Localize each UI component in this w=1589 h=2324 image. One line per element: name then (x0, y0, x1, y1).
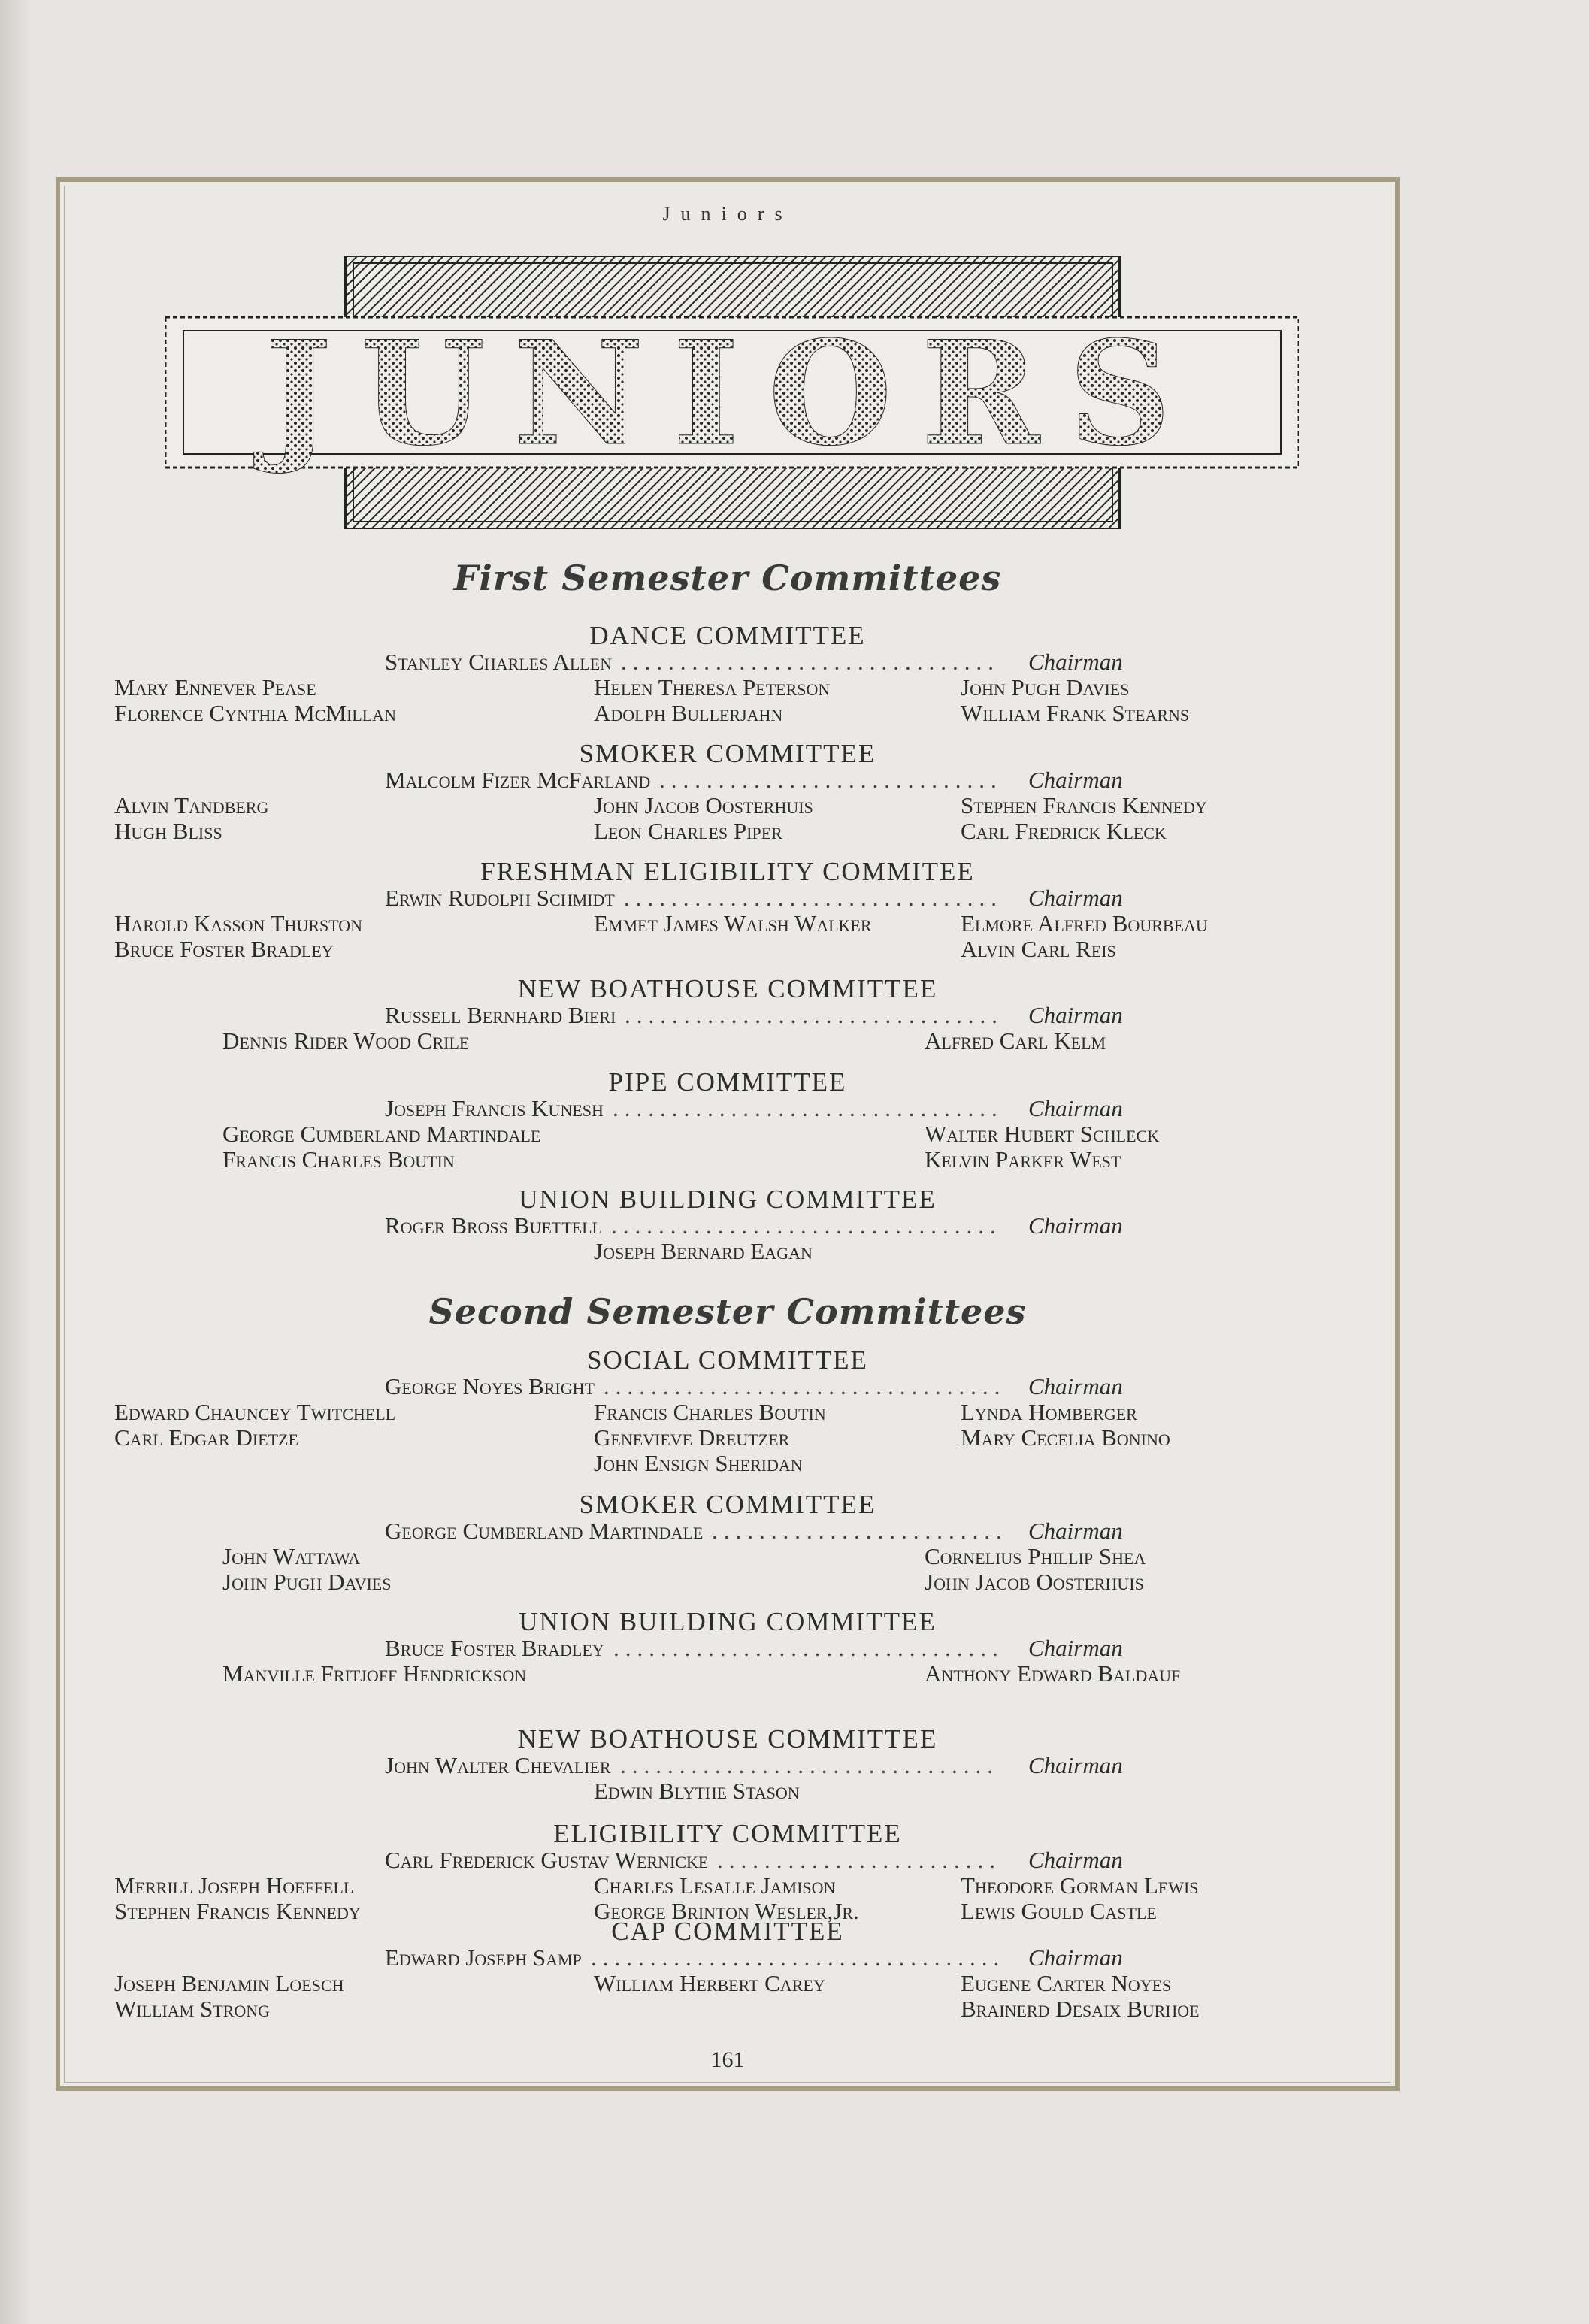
chairman-row (385, 1847, 1137, 1873)
member-name: Carl Fredrick Kleck (961, 818, 1167, 844)
committee-title: PIPE COMMITTEE (608, 1067, 847, 1097)
member-name: William Strong (114, 1996, 271, 2022)
chairman-row (385, 649, 1137, 675)
committee-title: ELIGIBILITY COMMITTEE (553, 1819, 902, 1848)
member-name: John Ensign Sheridan (594, 1450, 803, 1476)
member-name: William Frank Stearns (961, 700, 1190, 726)
leader-dots: ................................ (620, 1753, 999, 1778)
member-name: Stephen Francis Kennedy (114, 1898, 361, 1924)
chairman-label: Chairman (1028, 885, 1123, 911)
member-name: Hugh Bliss (114, 818, 222, 844)
chairman-name: George Noyes Bright (385, 1373, 595, 1400)
member-name: Merrill Joseph Hoeffell (114, 1872, 354, 1899)
leader-dots: ................................. (613, 1096, 1003, 1121)
chairman-label: Chairman (1028, 1002, 1123, 1028)
committee-title: NEW BOATHOUSE COMMITTEE (517, 1724, 938, 1754)
committee-block (60, 1490, 1395, 1595)
member-name: Alvin Carl Reis (961, 936, 1116, 962)
chairman-row (385, 1636, 1137, 1661)
leader-dots: ................................. (613, 1636, 1004, 1661)
member-name: John Pugh Davies (961, 674, 1130, 701)
chairman-label: Chairman (1028, 1944, 1123, 1971)
leader-dots: ............................. (659, 767, 1003, 793)
chairman-label: Chairman (1028, 1373, 1123, 1400)
member-name: Edwin Blythe Stason (594, 1778, 800, 1804)
committee-title: NEW BOATHOUSE COMMITTEE (517, 974, 938, 1003)
chairman-row (385, 1213, 1137, 1239)
committee-block (60, 739, 1395, 844)
leader-dots: ................................ (621, 649, 1000, 675)
committee-block (60, 1819, 1395, 1924)
chairman-name: Stanley Charles Allen (385, 649, 613, 675)
chairman-name: Bruce Foster Bradley (385, 1635, 604, 1661)
member-name: Walter Hubert Schleck (925, 1121, 1160, 1147)
leader-dots: ................................ (624, 885, 1003, 911)
member-name: George Brinton Wesler,Jr. (594, 1898, 859, 1924)
chairman-name: John Walter Chevalier (385, 1752, 611, 1778)
member-name: Helen Theresa Peterson (594, 674, 831, 701)
leader-dots: ................................ (625, 1003, 1003, 1028)
chairman-row (385, 1945, 1137, 1971)
member-name: Francis Charles Boutin (222, 1146, 455, 1173)
juniors-banner (165, 256, 1299, 529)
committee-block (60, 621, 1395, 726)
chairman-label: Chairman (1028, 1635, 1123, 1661)
chairman-label: Chairman (1028, 1095, 1123, 1121)
committee-block (60, 1917, 1395, 2022)
second-semester-heading: Second Semester Committees (428, 1291, 1027, 1332)
chairman-label: Chairman (1028, 767, 1123, 793)
chairman-name: Erwin Rudolph Schmidt (385, 885, 615, 911)
member-name: Mary Ennever Pease (114, 674, 316, 701)
committee-title: CAP COMMITTEE (611, 1917, 844, 1946)
member-name: Brainerd Desaix Burhoe (961, 1996, 1200, 2022)
committee-block (60, 1607, 1395, 1687)
chairman-name: Joseph Francis Kunesh (385, 1095, 604, 1121)
member-name: Lynda Homberger (961, 1399, 1137, 1425)
member-name: Edward Chauncey Twitchell (114, 1399, 396, 1425)
member-name: Theodore Gorman Lewis (961, 1872, 1199, 1899)
chairman-row (385, 885, 1137, 911)
chairman-row (385, 1374, 1137, 1400)
chairman-label: Chairman (1028, 649, 1123, 675)
section-header: Juniors (662, 203, 793, 225)
chairman-name: Russell Bernhard Bieri (385, 1002, 616, 1028)
member-name: Lewis Gould Castle (961, 1898, 1157, 1924)
page-edge-shadow (0, 0, 30, 2324)
chairman-row (385, 1003, 1137, 1028)
banner-lettering: JUNIORS (264, 310, 1200, 477)
committee-block (60, 1724, 1395, 1804)
committee-title: DANCE COMMITTEE (589, 621, 866, 650)
member-name: Anthony Edward Baldauf (925, 1660, 1181, 1687)
member-name: Bruce Foster Bradley (114, 936, 334, 962)
member-name: Charles Lesalle Jamison (594, 1872, 836, 1899)
committee-title: SMOKER COMMITTEE (579, 739, 876, 768)
chairman-label: Chairman (1028, 1212, 1123, 1239)
member-name: Dennis Rider Wood Crile (222, 1027, 470, 1054)
member-name: Joseph Bernard Eagan (594, 1238, 813, 1264)
committee-block (60, 1185, 1395, 1264)
member-name: Stephen Francis Kennedy (961, 792, 1207, 819)
member-name: Genevieve Dreutzer (594, 1424, 790, 1451)
chairman-label: Chairman (1028, 1752, 1123, 1778)
member-name: Alfred Carl Kelm (925, 1027, 1106, 1054)
chairman-label: Chairman (1028, 1518, 1123, 1544)
committee-title: FRESHMAN ELIGIBILITY COMMITEE (480, 857, 975, 886)
member-name: John Jacob Oosterhuis (925, 1569, 1144, 1595)
member-name: Joseph Benjamin Loesch (114, 1970, 344, 1996)
chairman-name: Malcolm Fizer McFarland (385, 767, 651, 793)
member-name: John Wattawa (222, 1543, 361, 1569)
member-name: Elmore Alfred Bourbeau (961, 910, 1208, 937)
member-name: William Herbert Carey (594, 1970, 825, 1996)
chairman-name: Carl Frederick Gustav Wernicke (385, 1847, 709, 1873)
member-name: George Cumberland Martindale (222, 1121, 541, 1147)
leader-dots: ......................... (712, 1518, 1008, 1544)
chairman-row (385, 767, 1137, 793)
committee-title: SMOKER COMMITTEE (579, 1490, 876, 1519)
member-name: Carl Edgar Dietze (114, 1424, 298, 1451)
member-name: Harold Kasson Thurston (114, 910, 363, 937)
member-name: Cornelius Phillip Shea (925, 1543, 1146, 1569)
chairman-name: Roger Bross Buettell (385, 1212, 602, 1239)
leader-dots: ........................ (717, 1847, 1001, 1873)
leader-dots: ................................. (611, 1213, 1002, 1239)
member-name: Francis Charles Boutin (594, 1399, 826, 1425)
committee-block (60, 1345, 1395, 1476)
committee-title: UNION BUILDING COMMITTEE (519, 1607, 937, 1636)
leader-dots: .................................. (604, 1374, 1006, 1400)
leader-dots: ................................... (591, 1945, 1006, 1971)
member-name: Alvin Tandberg (114, 792, 269, 819)
member-name: Mary Cecelia Bonino (961, 1424, 1170, 1451)
committee-block (60, 974, 1395, 1054)
member-name: Manville Fritjoff Hendrickson (222, 1660, 527, 1687)
committee-title: UNION BUILDING COMMITTEE (519, 1185, 937, 1214)
member-name: Eugene Carter Noyes (961, 1970, 1172, 1996)
member-name: John Pugh Davies (222, 1569, 392, 1595)
chairman-label: Chairman (1028, 1847, 1123, 1873)
page-frame (56, 177, 1400, 2091)
member-name: John Jacob Oosterhuis (594, 792, 813, 819)
first-semester-heading: First Semester Committees (453, 558, 1002, 598)
chairman-row (385, 1518, 1137, 1544)
chairman-row (385, 1096, 1137, 1121)
member-name: Emmet James Walsh Walker (594, 910, 872, 937)
member-name: Florence Cynthia McMillan (114, 700, 396, 726)
member-name: Kelvin Parker West (925, 1146, 1121, 1173)
committee-block (60, 857, 1395, 962)
page-number: 161 (710, 2047, 745, 2072)
chairman-name: Edward Joseph Samp (385, 1944, 582, 1971)
member-name: Leon Charles Piper (594, 818, 782, 844)
committee-title: SOCIAL COMMITTEE (587, 1345, 868, 1375)
member-name: Adolph Bullerjahn (594, 700, 783, 726)
chairman-row (385, 1753, 1137, 1778)
committee-block (60, 1067, 1395, 1173)
chairman-name: George Cumberland Martindale (385, 1518, 704, 1544)
